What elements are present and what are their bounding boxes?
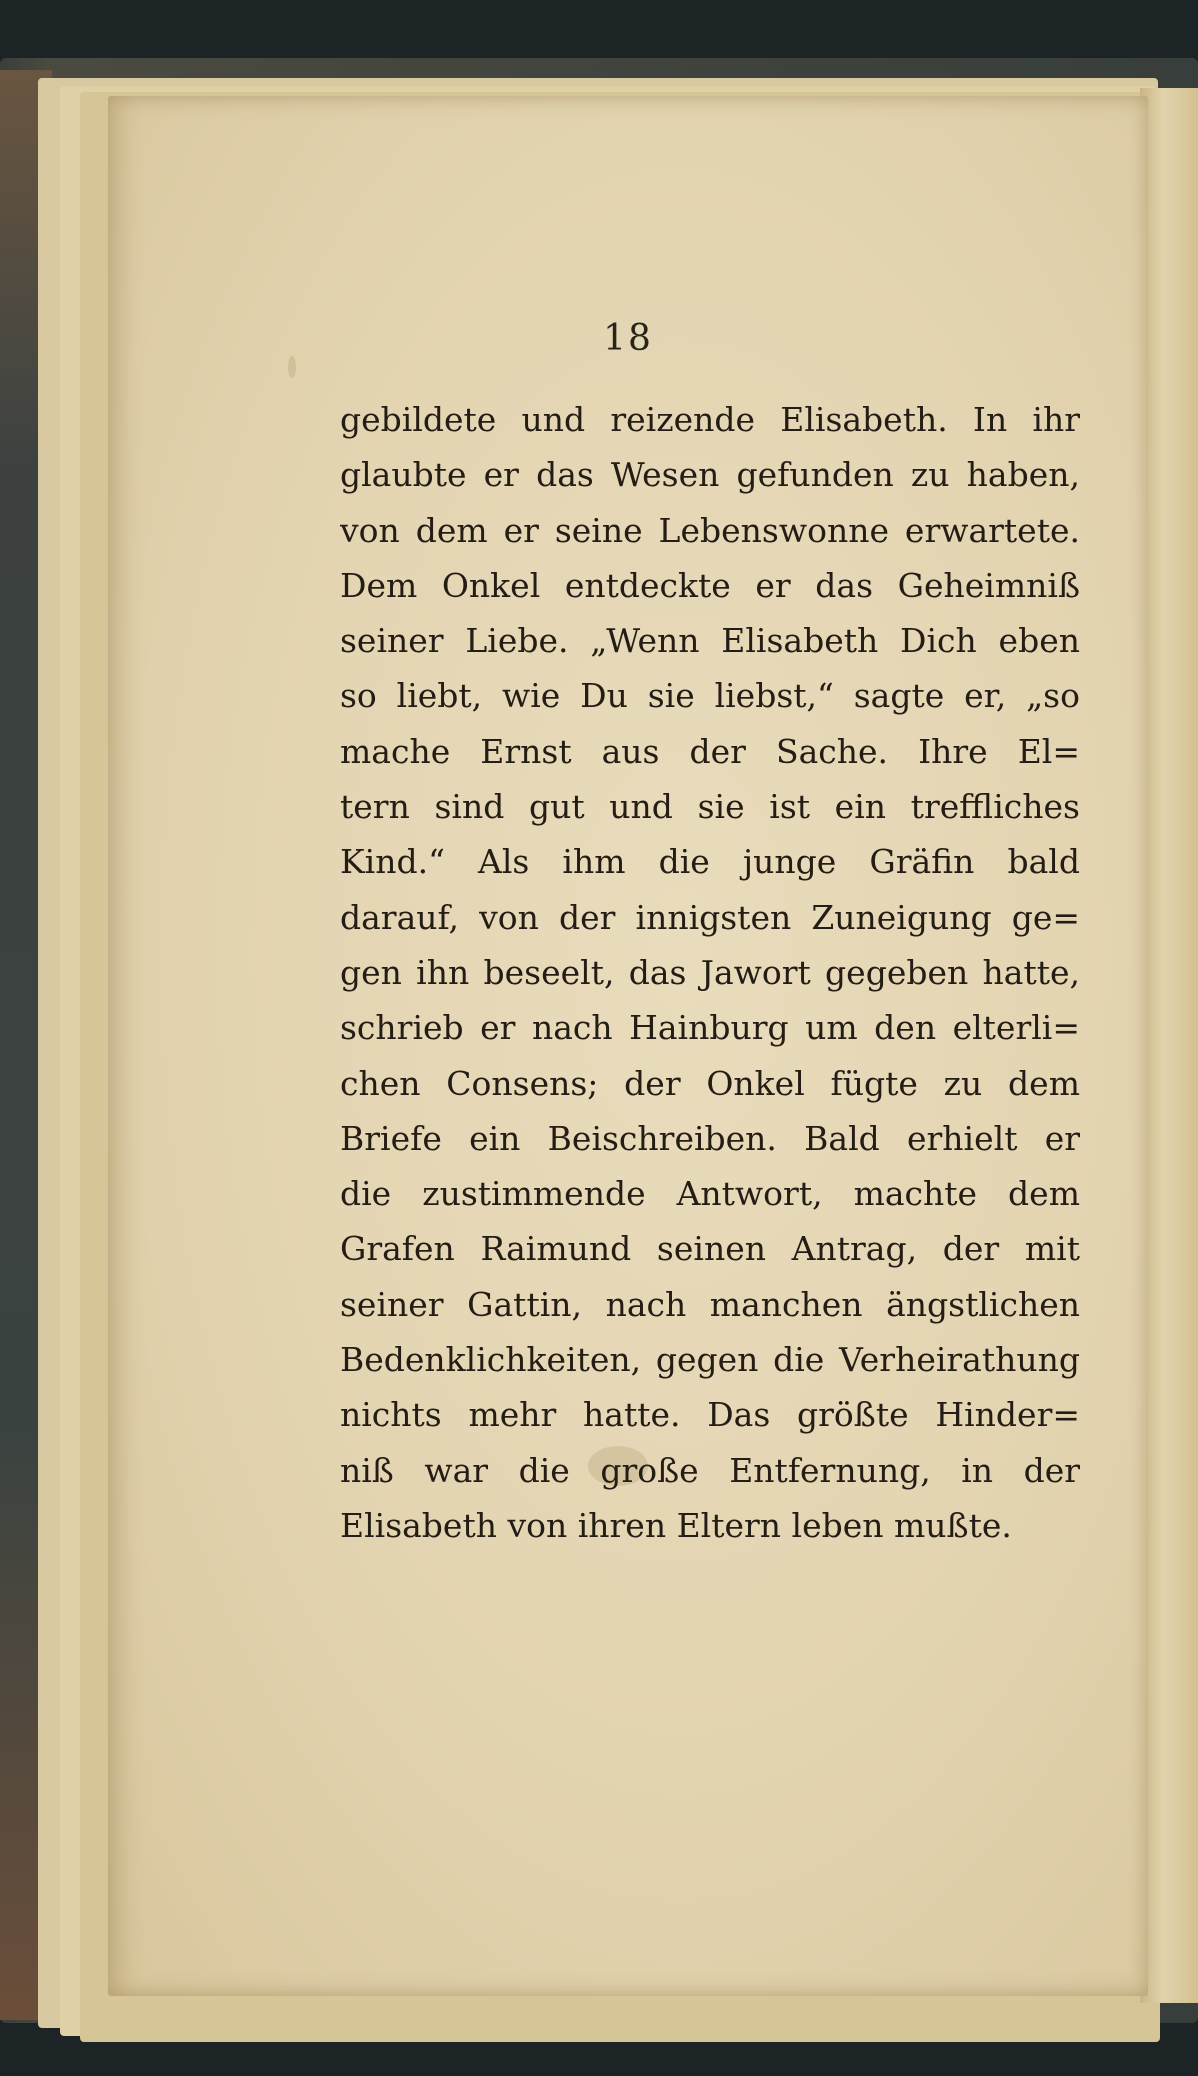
text-line: gen ihn beseelt, das Jawort gegeben hatte, <box>340 952 1080 992</box>
text-line: chen Consens; der Onkel fügte zu dem <box>340 1063 1080 1103</box>
text-line: glaubte er das Wesen gefunden zu haben, <box>340 455 1080 495</box>
page-number: 18 <box>603 318 653 359</box>
text-line: darauf, von der innigsten Zuneigung ge= <box>340 897 1080 937</box>
text-line: Kind.“ Als ihm die junge Gräfin bald <box>340 842 1080 882</box>
text-line: Bedenklichkeiten, gegen die Verheirathung <box>340 1340 1080 1380</box>
body-text <box>340 392 1080 1553</box>
text-line: Elisabeth von ihren Eltern leben mußte. <box>340 1505 1012 1545</box>
text-line: die zustimmende Antwort, machte dem <box>340 1174 1080 1214</box>
text-line: nichts mehr hatte. Das größte Hinder= <box>340 1395 1080 1435</box>
text-line: gebildete und reizende Elisabeth. In ihr <box>340 400 1080 439</box>
paper-stain <box>288 356 296 378</box>
facing-page-edge <box>1140 88 1198 2003</box>
text-line: seiner Liebe. „Wenn Elisabeth Dich eben <box>340 621 1080 661</box>
text-line: so liebt, wie Du sie liebst,“ sagte er, „so <box>340 676 1080 716</box>
book-page <box>108 96 1148 1996</box>
text-line: seiner Gattin, nach manchen ängstlichen <box>340 1284 1080 1324</box>
text-line: tern sind gut und sie ist ein treffliches <box>340 787 1080 827</box>
text-line: schrieb er nach Hainburg um den elterli= <box>340 1008 1080 1048</box>
text-line: Grafen Raimund seinen Antrag, der mit <box>340 1229 1080 1269</box>
text-line: Briefe ein Beischreiben. Bald erhielt er <box>340 1118 1080 1158</box>
text-line: Dem Onkel entdeckte er das Geheimniß <box>340 565 1080 605</box>
text-line: von dem er seine Lebenswonne erwartete. <box>340 510 1080 550</box>
text-line: mache Ernst aus der Sache. Ihre El= <box>340 731 1080 771</box>
text-line: niß war die große Entfernung, in der <box>340 1450 1080 1490</box>
